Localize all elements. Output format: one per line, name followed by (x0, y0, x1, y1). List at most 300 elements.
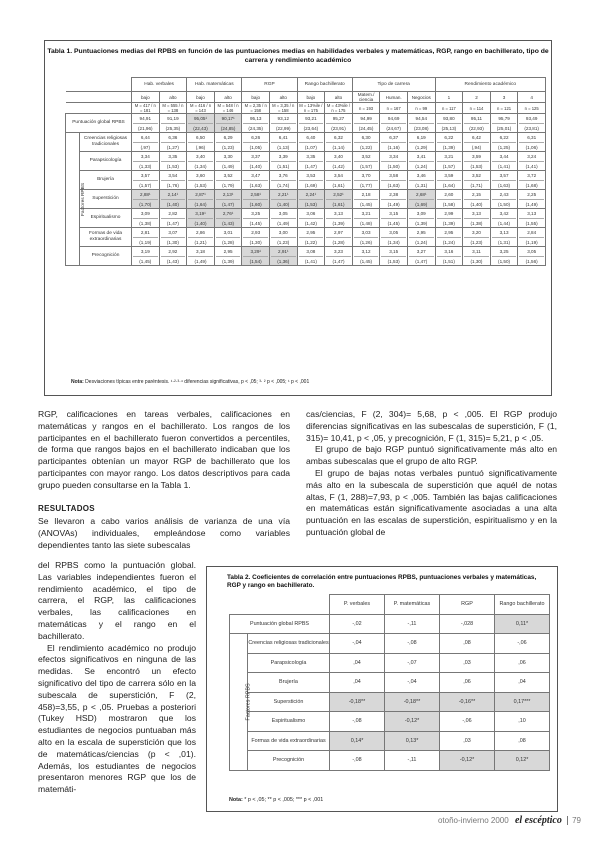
table-1-cell (380, 209, 408, 228)
table-1-cell (380, 228, 408, 247)
sd-value: (1,21) (188, 237, 213, 246)
mean-value: 3,25 (251, 211, 261, 216)
table-1-cell (407, 209, 435, 228)
mean-value: 3,13 (527, 211, 537, 216)
table-2-cell: 0,14* (330, 731, 385, 751)
table-1-cell (463, 114, 491, 133)
mean-value: 3,15 (389, 249, 399, 254)
sd-value: (1,39) (326, 218, 351, 227)
table-1-cell (380, 171, 408, 190)
mean-value: 3,59 (471, 154, 481, 159)
mean-value: 6,31 (527, 135, 537, 140)
table-1-cell (518, 114, 546, 133)
footer-brand: el escéptico (514, 815, 562, 826)
mean-value: 6,44 (140, 135, 150, 140)
table-1-cell (407, 133, 435, 152)
table-1-row-label: Creencias religiosas tradicionales (80, 133, 132, 152)
mean-value: 3,29¹ (250, 249, 261, 254)
mean-value: 2,95 (416, 230, 426, 235)
table-1-corner (66, 92, 132, 103)
mean-value: 3,47 (251, 173, 261, 178)
table-2-cell: 0,13* (385, 731, 440, 751)
table-1-note-label: Nota: (71, 379, 84, 385)
table-1-cell (214, 171, 242, 190)
table-2-row (230, 634, 550, 654)
sd-value: (1,49) (519, 199, 544, 208)
sd-value: (1,06) (519, 142, 544, 151)
table-1-cell (518, 228, 546, 247)
table-1-row-label: Superstición (80, 190, 132, 209)
mean-value: 3,70 (361, 173, 371, 178)
sd-value: (1,38) (133, 218, 158, 227)
mean-value: 2,93 (251, 230, 261, 235)
table-2-row-global (230, 614, 550, 634)
sd-value: (1,19) (133, 237, 158, 246)
mean-value: 3,11 (472, 249, 481, 254)
mean-value: 3,12 (361, 249, 371, 254)
sd-value: (1,76) (161, 180, 186, 189)
paragraph: El grupo de bajas notas verbales puntuó significativamente más alto en la subescala de superstición que aquél de notas altas, F (1, 288)=7,93, p < ,005. También las bajas calificaciones en matemáticas están significativamente asociadas a una alta puntuación en las escalas de superstición, espiritualismo y en la puntuación global de (306, 467, 557, 537)
sd-value: (1,49) (216, 161, 241, 170)
table-2-cell: ,03 (440, 731, 495, 751)
table-1-cell (380, 114, 408, 133)
mean-value: 3,57 (140, 173, 150, 178)
table-1-cell (214, 228, 242, 247)
table-1-cell (352, 171, 380, 190)
table-2-row (230, 712, 550, 732)
sd-value: (1,68) (519, 180, 544, 189)
table-1-cell (352, 190, 380, 209)
mean-value: 2,99 (444, 211, 454, 216)
table-1-n-cell: n = 121 (490, 103, 518, 114)
table-1-n-cell: M = 416 / n = 143 (187, 103, 215, 114)
mean-value: 3,57 (499, 173, 509, 178)
sd-value: (1,29) (409, 142, 434, 151)
table-1-cell (214, 152, 242, 171)
sd-value: (1,49) (188, 256, 213, 265)
mean-value: 2,21¹ (278, 192, 289, 197)
table-1 (44, 40, 552, 396)
mean-value: 95,13 (249, 116, 262, 121)
table-1-row (66, 247, 546, 266)
table-1-subheader: 1 (435, 92, 463, 103)
mean-value: 3,15 (389, 211, 399, 216)
sd-value: (1,44) (492, 218, 517, 227)
sd-value: (1,57) (133, 180, 158, 189)
mean-value: 3,35 (168, 154, 178, 159)
sd-value: (1,40) (243, 161, 268, 170)
mean-value: 6,30 (361, 135, 371, 140)
sd-value: (1,45) (354, 256, 379, 265)
table-1-cell (187, 133, 215, 152)
sd-value: (1,45) (354, 199, 379, 208)
table-1-cell (132, 247, 160, 266)
mean-value: 2,84 (527, 230, 537, 235)
sd-value: (1,36) (271, 256, 296, 265)
table-2-cell: -0,18** (330, 692, 385, 712)
table-2-row-label: Espiritualismo (248, 712, 330, 732)
paragraph: RGP, calificaciones en tareas verbales, calificaciones en matemáticas y rangos en el bachillerato. Los rangos de los participantes en el bachillerato fueron convertidos a percentiles, de forma que rangos bajos en el bachillerato indicaban que los participantes obtenían un mayor RGP de bachillerato que los participantes con mayor rango. Los datos descriptivos para cada grupo pueden consultarse en la Tabla 1. (38, 409, 290, 490)
mean-value: 3,72 (527, 173, 537, 178)
mean-value: 93,21 (305, 116, 317, 121)
sd-value: (1,50) (492, 199, 517, 208)
table-1-cell (463, 171, 491, 190)
table-1-cell (435, 228, 463, 247)
mean-value: 3,44 (499, 154, 509, 159)
table-2-row-label: Precognición (248, 751, 330, 771)
table-1-cell (490, 133, 518, 152)
table-2-cell: 0,12* (495, 751, 550, 771)
table-1-n-cell: M = 43%ile / n = 175 (325, 103, 353, 114)
table-2-note-label: Nota: (229, 797, 243, 803)
mean-value: 3,16 (444, 249, 454, 254)
sd-value: (1,64) (188, 199, 213, 208)
sd-value: (1,70) (133, 199, 158, 208)
table-1-subheader: alto (214, 92, 242, 103)
sd-value: (1,39) (437, 142, 462, 151)
table-1-cell (159, 133, 187, 152)
mean-value: 95,79 (498, 116, 510, 121)
mean-value: 3,76 (278, 173, 288, 178)
right-column (306, 409, 557, 539)
table-1-group-header: Hab. matemáticas (187, 78, 242, 92)
paragraph: El rendimiento académico no produjo efectos significativos en ninguna de las medidas. Se encontró un efecto significativo del tipo de carrera sólo en la subescala de superstición, F (2, 458)=3,55, p < ,05. Pruebas a posteriori (Tukey HSD) mostraron que los estudiantes de negocios puntuaban más alto en la escala de superstición que los de matemáticas/ciencias (p < ,01). Además, los estudiantes de negocios presentaron menores RGP que los de matemáti- (38, 642, 196, 795)
table-1-cell (132, 190, 160, 209)
sd-value: (22,43) (188, 123, 213, 132)
paragraph: cas/ciencias, F (2, 304)= 5,68, p < ,005. El RGP produjo diferencias significativas en las subescalas de superstición, F (1, 315)= 10,41, p < ,05, y precognición, F (1, 315)= 5,21, p < ,05. (306, 409, 557, 443)
table-2-vertical-label: Factores RPBS (245, 683, 252, 721)
table-1-cell (159, 247, 187, 266)
table-1-cell (352, 133, 380, 152)
table-1-cell (463, 152, 491, 171)
mean-value: 3,27 (416, 249, 426, 254)
table-2-cell: ,10 (495, 712, 550, 732)
table-1-cell (380, 247, 408, 266)
table-1-cell (297, 247, 325, 266)
sd-value: (1,43) (161, 256, 186, 265)
table-2-cell: ,03 (440, 653, 495, 673)
page-number: 79 (567, 816, 581, 825)
table-1-cell (435, 133, 463, 152)
sd-value: (1,51) (271, 161, 296, 170)
sd-value: (23,64) (299, 123, 324, 132)
sd-value: (1,41) (519, 161, 544, 170)
table-1-cell (159, 228, 187, 247)
mean-value: 3,41 (416, 154, 426, 159)
table-1-cell (463, 209, 491, 228)
sd-value: (1,55) (519, 218, 544, 227)
sd-value: (,94) (464, 142, 489, 151)
table-1-cell (297, 114, 325, 133)
mean-value: 6,37 (389, 135, 399, 140)
mean-value: 3,30 (223, 154, 233, 159)
table-2-note (229, 797, 323, 803)
mean-value: 3,54 (168, 173, 178, 178)
sd-value: (1,30) (243, 237, 268, 246)
table-2-cell: -,08 (330, 751, 385, 771)
table-1-n-cell: M = 417 / n = 181 (132, 103, 160, 114)
left-column-top (38, 409, 290, 552)
table-2-row (230, 673, 550, 693)
table-2-row (230, 692, 550, 712)
mean-value: 3,13 (471, 211, 481, 216)
table-1-n-cell: n = 114 (463, 103, 491, 114)
mean-value: 3,40 (334, 154, 343, 159)
mean-value: 3,01 (223, 230, 233, 235)
table-1-row-label: Parapsicología (80, 152, 132, 171)
mean-value: 3,35 (306, 154, 316, 159)
table-2-row-label: Puntuación global RPBS (230, 614, 330, 634)
mean-value: 3,03 (361, 230, 371, 235)
table-1-cell (325, 152, 353, 171)
table-2-cell: -,02 (330, 614, 385, 634)
table-1-group-header: Hab. verbales (132, 78, 187, 92)
table-2-cell: -0,12* (385, 712, 440, 732)
table-2-grid (229, 594, 550, 771)
mean-value: 3,46 (416, 173, 426, 178)
table-1-cell (435, 209, 463, 228)
sd-value: (1,22) (354, 142, 379, 151)
table-1-cell (352, 228, 380, 247)
table-1-cell (518, 209, 546, 228)
sd-value: (1,43) (216, 218, 241, 227)
table-2-row-label: Formas de vida extraordinarias (248, 731, 330, 751)
table-1-cell (297, 171, 325, 190)
table-1-cell (242, 114, 270, 133)
table-1-cell (187, 114, 215, 133)
table-1-row (66, 228, 546, 247)
mean-value: 2,88¹ (140, 192, 151, 197)
table-1-title: Tabla 1. Puntuaciones medias del RPBS en función de las puntuaciones medias en habilidades verbales y matemáticas, RGP, rango en bachillerato, tipo de carrera y rendimiento académico (47, 48, 549, 64)
table-1-cell (132, 133, 160, 152)
table-1-group-header: Rendimiento académico (435, 78, 545, 92)
table-1-cell (187, 209, 215, 228)
table-1-cell (518, 171, 546, 190)
table-2-cell: ,08 (440, 634, 495, 654)
mean-value: 95,11 (470, 116, 483, 121)
sd-value: (1,77) (354, 180, 379, 189)
table-1-cell (518, 247, 546, 266)
table-1-n-cell: n = 167 (380, 103, 408, 114)
table-1-cell (435, 171, 463, 190)
mean-value: 2,14¹ (167, 192, 179, 197)
table-1-subheader: 4 (518, 92, 546, 103)
table-1-cell (269, 133, 297, 152)
table-1-cell (132, 228, 160, 247)
mean-value: 6,19 (416, 135, 426, 140)
sd-value: (1,34) (188, 161, 213, 170)
table-1-n-cell: M = 548 / n = 146 (214, 103, 242, 114)
mean-value: 94,69 (387, 116, 400, 121)
sd-value: (1,34) (381, 237, 406, 246)
table-1-cell (490, 228, 518, 247)
mean-value: 2,95 (306, 230, 316, 235)
table-1-cell (242, 247, 270, 266)
table-1-row (66, 152, 546, 171)
table-1-cell (463, 133, 491, 152)
mean-value: 3,54 (334, 173, 343, 178)
sd-value: (24,85) (216, 123, 241, 132)
table-1-cell (159, 209, 187, 228)
sd-value: (24,35) (243, 123, 268, 132)
table-2-column-header: RGP (440, 595, 495, 615)
mean-value: 90,17¹ (221, 116, 235, 121)
sd-value: (1,24) (409, 237, 434, 246)
sd-value: (23,91) (326, 123, 351, 132)
table-2-row-label: Brujería (248, 673, 330, 693)
sd-value: (1,53) (299, 199, 324, 208)
sd-value: (1,28) (216, 237, 241, 246)
mean-value: 94,91 (139, 116, 152, 121)
table-1-subheader: alto (269, 92, 297, 103)
sd-value: (1,47) (299, 161, 324, 170)
sd-value: (1,45) (133, 256, 158, 265)
mean-value: 2,86 (196, 230, 205, 235)
mean-value: 2,24¹ (305, 192, 317, 197)
mean-value: 3,21 (361, 211, 371, 216)
mean-value: 2,43 (499, 192, 509, 197)
table-2-cell: -0,18** (385, 692, 440, 712)
mean-value: 93,80 (443, 116, 455, 121)
table-2-column-header: P. matemáticas (385, 595, 440, 615)
table-1-subheader: alto (159, 92, 187, 103)
sd-value: (1,42) (326, 161, 351, 170)
mean-value: 2,38 (389, 192, 399, 197)
mean-value: 3,40 (196, 154, 205, 159)
table-2-cell: 0,11* (495, 614, 550, 634)
mean-value: 6,22 (499, 135, 509, 140)
sd-value: (25,13) (437, 123, 462, 132)
table-1-cell (490, 209, 518, 228)
table-2-cell: -0,12* (440, 751, 495, 771)
sd-value: (1,64) (437, 180, 462, 189)
sd-value: (1,47) (216, 199, 241, 208)
table-1-n-cell: n = 117 (435, 103, 463, 114)
mean-value: 3,08 (306, 249, 316, 254)
table-1-cell (132, 209, 160, 228)
table-1-cell (242, 152, 270, 171)
table-1-row-label: Puntuación global RPBS (66, 114, 132, 133)
table-1-cell (435, 190, 463, 209)
sd-value: (1,40) (271, 199, 296, 208)
mean-value: 6,50 (196, 135, 205, 140)
sd-value: (1,53) (188, 180, 213, 189)
table-1-cell (242, 171, 270, 190)
table-1-cell (214, 114, 242, 133)
table-2-cell: -0,16** (440, 692, 495, 712)
mean-value: 3,09 (416, 211, 426, 216)
sd-value: (1,61) (326, 180, 351, 189)
table-1-corner (66, 103, 132, 114)
sd-value: (1,41) (299, 256, 324, 265)
mean-value: 94,99 (360, 116, 372, 121)
table-1-cell (242, 209, 270, 228)
sd-value: (1,31) (492, 237, 517, 246)
mean-value: 2,95 (223, 249, 233, 254)
table-1-cell (159, 190, 187, 209)
table-2-cell: ,08 (495, 731, 550, 751)
mean-value: 3,20 (471, 230, 481, 235)
mean-value: 2,76¹ (222, 211, 234, 216)
table-1-cell (490, 247, 518, 266)
sd-value: (25,35) (161, 123, 186, 132)
mean-value: 3,52 (361, 154, 371, 159)
table-2-cell: -,04 (385, 673, 440, 693)
table-2 (206, 566, 558, 812)
table-1-cell (214, 190, 242, 209)
mean-value: 3,05 (389, 230, 399, 235)
table-1-cell (187, 190, 215, 209)
table-1-cell (407, 190, 435, 209)
mean-value: 6,26 (251, 135, 261, 140)
table-1-cell (435, 152, 463, 171)
table-2-row-label: Parapsicología (248, 653, 330, 673)
table-1-subheader: 2 (463, 92, 491, 103)
table-1-cell (269, 228, 297, 247)
sd-value: (1,63) (243, 180, 268, 189)
paragraph: El grupo de bajo RGP puntuó significativamente más alto en ambas subescalas que el grupo de alto RGP. (306, 444, 557, 467)
mean-value: 2,95 (444, 230, 454, 235)
mean-value: 93,12 (277, 116, 290, 121)
table-1-cell (325, 247, 353, 266)
table-1-cell (242, 228, 270, 247)
table-1-cell (269, 152, 297, 171)
table-1-cell (490, 190, 518, 209)
sd-value: (1,31) (409, 180, 434, 189)
mean-value: 6,22 (444, 135, 454, 140)
sd-value: (1,61) (326, 199, 351, 208)
table-1-cell (518, 190, 546, 209)
sd-value: (1,47) (326, 256, 351, 265)
mean-value: 3,18 (196, 249, 205, 254)
table-1-cell (132, 114, 160, 133)
table-1-n-cell: n = 99 (407, 103, 435, 114)
mean-value: 3,34 (389, 154, 399, 159)
sd-value: (1,14) (326, 142, 351, 151)
sd-value: (1,25) (492, 142, 517, 151)
table-2-cell: 0,17*** (495, 692, 550, 712)
table-2-row-label: Creencias religiosas tradicionales (248, 634, 330, 654)
table-1-cell (297, 190, 325, 209)
sd-value: (1,60) (243, 199, 268, 208)
sd-value: (23,08) (409, 123, 434, 132)
sd-value: (1,30) (161, 237, 186, 246)
table-1-corner (66, 78, 132, 92)
mean-value: 3,23 (334, 249, 343, 254)
sd-value: (1,69) (299, 180, 324, 189)
mean-value: 6,40 (306, 135, 316, 140)
sd-value: (1,57) (437, 161, 462, 170)
table-2-note-text: * p < ,05; ** p < ,005; *** p < ,001 (244, 797, 324, 803)
table-1-row-label: Formas de vida extraordinarias (80, 228, 132, 247)
table-1-subheader: bajo (242, 92, 270, 103)
table-1-cell (159, 171, 187, 190)
mean-value: 3,21 (444, 154, 454, 159)
mean-value: 95,27 (332, 116, 345, 121)
sd-value: (1,40) (464, 199, 489, 208)
table-2-row (230, 653, 550, 673)
mean-value: 6,29 (223, 135, 233, 140)
sd-value: (1,47) (161, 218, 186, 227)
table-1-cell (187, 247, 215, 266)
paragraph: Se llevaron a cabo varios análisis de varianza de una vía (ANOVAs) individuales, empleándose como variables dependientes tanto las siete subescalas (38, 516, 290, 550)
table-1-cell (463, 247, 491, 266)
table-2-cell: -,028 (440, 614, 495, 634)
mean-value: 6,36 (168, 135, 178, 140)
table-2-cell: -,06 (440, 712, 495, 732)
table-1-cell (463, 190, 491, 209)
mean-value: 3,42 (499, 211, 509, 216)
